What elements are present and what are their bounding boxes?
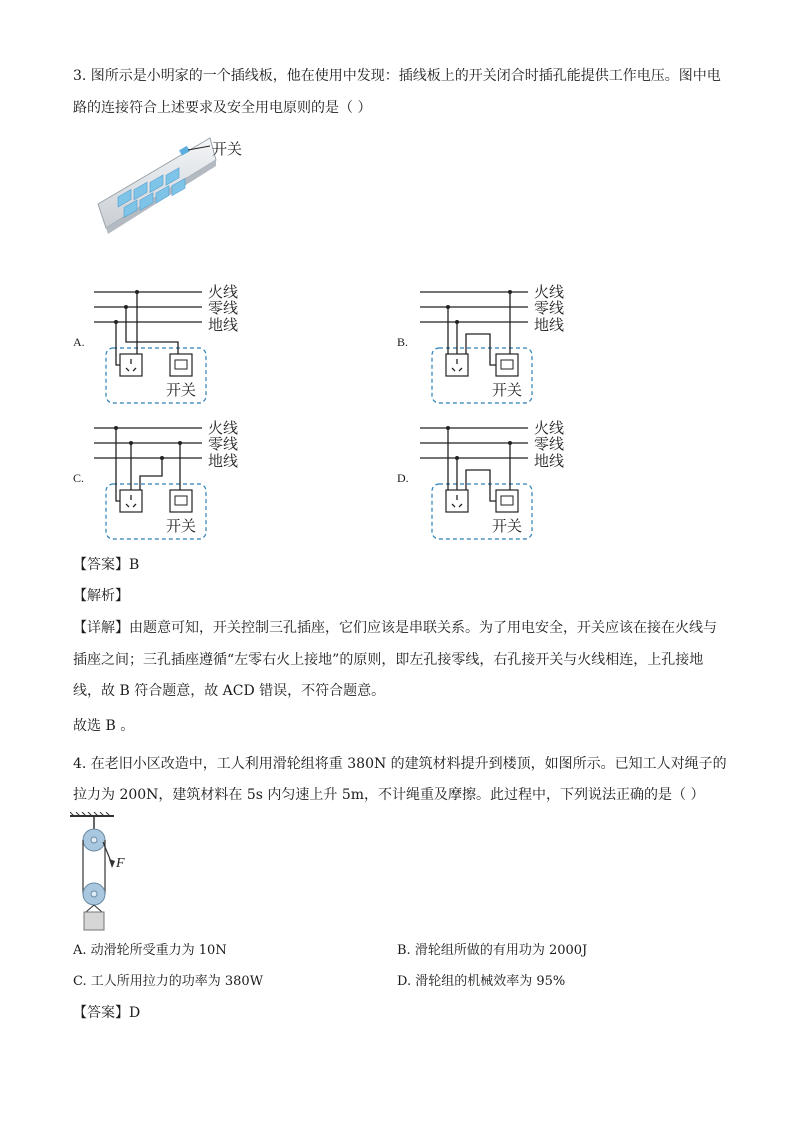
neutral-wire-label: 零线 — [208, 435, 239, 453]
q3-stem-line1: 3. 图所示是小明家的一个插线板，他在使用中发现：插线板上的开关闭合时插孔能提供工作电压。图中电 — [73, 68, 721, 84]
circuit-diagram-b — [418, 282, 618, 407]
ground-wire-label: 地线 — [534, 452, 565, 470]
live-wire-label: 火线 — [208, 419, 239, 437]
q3-conclusion: 故选 B 。 — [73, 718, 135, 734]
switch-symbol — [496, 354, 518, 376]
q4-option-b: B. 滑轮组所做的有用功为 2000J — [397, 943, 588, 958]
live-wire-label: 火线 — [208, 283, 239, 301]
switch-symbol — [496, 490, 518, 512]
socket-symbol — [120, 354, 142, 376]
switch-label: 开关 — [492, 517, 523, 535]
option-b-label: B. — [397, 335, 409, 349]
neutral-wire-label: 零线 — [534, 435, 565, 453]
switch-symbol — [170, 490, 192, 512]
ground-wire-label: 地线 — [208, 452, 239, 470]
ground-wire-label: 地线 — [534, 316, 565, 334]
neutral-wire-label: 零线 — [534, 299, 565, 317]
switch-label: 开关 — [492, 381, 523, 399]
q4-stem-line1: 4. 在老旧小区改造中，工人利用滑轮组将重 380N 的建筑材料提升到楼顶，如图所示。已知工人对绳子的 — [73, 756, 727, 772]
q3-detail-line2: 插座之间；三孔插座遵循“左零右火上接地”的原则，即左孔接零线，右孔接开关与火线相连，上孔接地 — [73, 652, 704, 668]
pulley-system-figure — [70, 812, 140, 936]
q4-option-a: A. 动滑轮所受重力为 10N — [73, 943, 227, 958]
neutral-wire-label: 零线 — [208, 299, 239, 317]
socket-symbol — [120, 490, 142, 512]
live-wire-label: 火线 — [534, 283, 565, 301]
switch-symbol — [170, 354, 192, 376]
option-d-label: D. — [397, 471, 409, 485]
live-wire-label: 火线 — [534, 419, 565, 437]
circuit-diagram-d — [418, 418, 618, 543]
q3-detail-line3: 线，故 B 符合题意，故 ACD 错误，不符合题意。 — [73, 683, 386, 699]
switch-label: 开关 — [166, 381, 197, 399]
circuit-diagram-c — [92, 418, 292, 543]
q4-option-c: C. 工人所用拉力的功率为 380W — [73, 974, 264, 989]
q4-answer: 【答案】D — [73, 1005, 141, 1021]
q3-stem-line2: 路的连接符合上述要求及安全用电原则的是（ ） — [73, 100, 372, 116]
socket-symbol — [446, 490, 468, 512]
power-strip-image — [92, 132, 262, 236]
q3-analysis-title: 【解析】 — [73, 588, 129, 604]
switch-label: 开关 — [166, 517, 197, 535]
q3-detail-line1: 【详解】由题意可知，开关控制三孔插座，它们应该是串联关系。为了用电安全，开关应该在接在火线与 — [73, 620, 717, 636]
q4-stem-line2: 拉力为 200N，建筑材料在 5s 内匀速上升 5m，不计绳重及摩擦。此过程中，下列说法正确的是（ ） — [73, 787, 705, 803]
circuit-diagram-a — [92, 282, 292, 407]
q4-option-d: D. 滑轮组的机械效率为 95% — [397, 974, 566, 989]
option-a-label: A. — [73, 335, 85, 349]
force-label: F — [116, 856, 125, 871]
ground-wire-label: 地线 — [208, 316, 239, 334]
option-c-label: C. — [73, 471, 85, 485]
socket-symbol — [446, 354, 468, 376]
q3-answer: 【答案】B — [73, 557, 140, 573]
switch-callout-label: 开关 — [212, 140, 243, 158]
